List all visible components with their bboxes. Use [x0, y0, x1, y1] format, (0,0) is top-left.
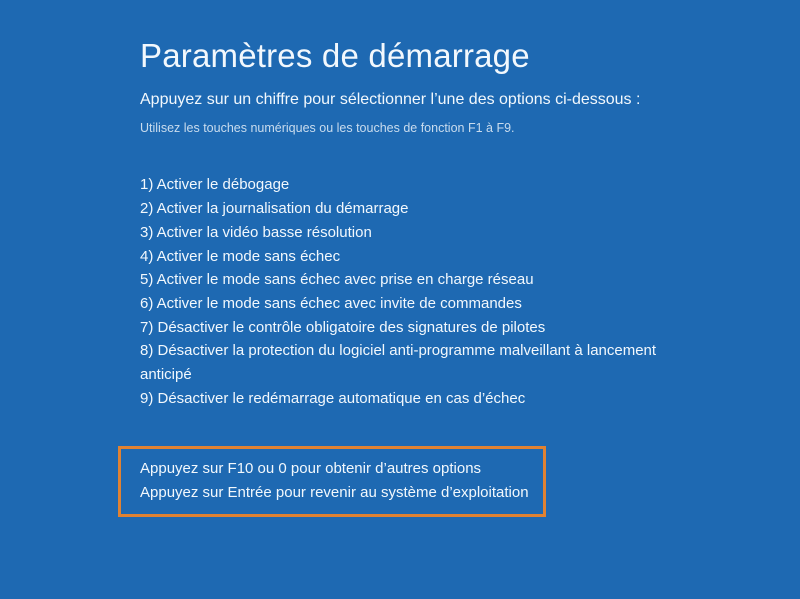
- option-enable-debugging: 1) Activer le débogage: [140, 176, 290, 194]
- more-options-highlight-box: [118, 446, 546, 517]
- footer-line-return-os: Appuyez sur Entrée pour revenir au système d’exploitation: [140, 483, 529, 501]
- instruction-text: Appuyez sur un chiffre pour sélectionner l’une des options ci-dessous :: [140, 90, 641, 108]
- option-boot-logging: 2) Activer la journalisation du démarrage: [140, 200, 409, 218]
- footer-line-more-options: Appuyez sur F10 ou 0 pour obtenir d’autres options: [140, 460, 482, 478]
- keys-hint-text: Utilisez les touches numériques ou les touches de fonction F1 à F9.: [140, 121, 515, 136]
- option-safe-mode-networking: 5) Activer le mode sans échec avec prise en charge réseau: [140, 271, 534, 289]
- option-safe-mode-command-prompt: 6) Activer le mode sans échec avec invite de commandes: [140, 294, 522, 312]
- option-disable-driver-signature: 7) Désactiver le contrôle obligatoire des signatures de pilotes: [140, 318, 546, 336]
- page-title: Paramètres de démarrage: [140, 37, 530, 74]
- option-safe-mode: 4) Activer le mode sans échec: [140, 247, 341, 265]
- option-disable-early-antimalware: 8) Désactiver la protection du logiciel anti-programme malveillant à lancement anticipé: [140, 342, 657, 384]
- option-low-resolution-video: 3) Activer la vidéo basse résolution: [140, 223, 372, 241]
- startup-options-list: [140, 173, 670, 410]
- option-disable-auto-restart: 9) Désactiver le redémarrage automatique en cas d’échec: [140, 389, 526, 407]
